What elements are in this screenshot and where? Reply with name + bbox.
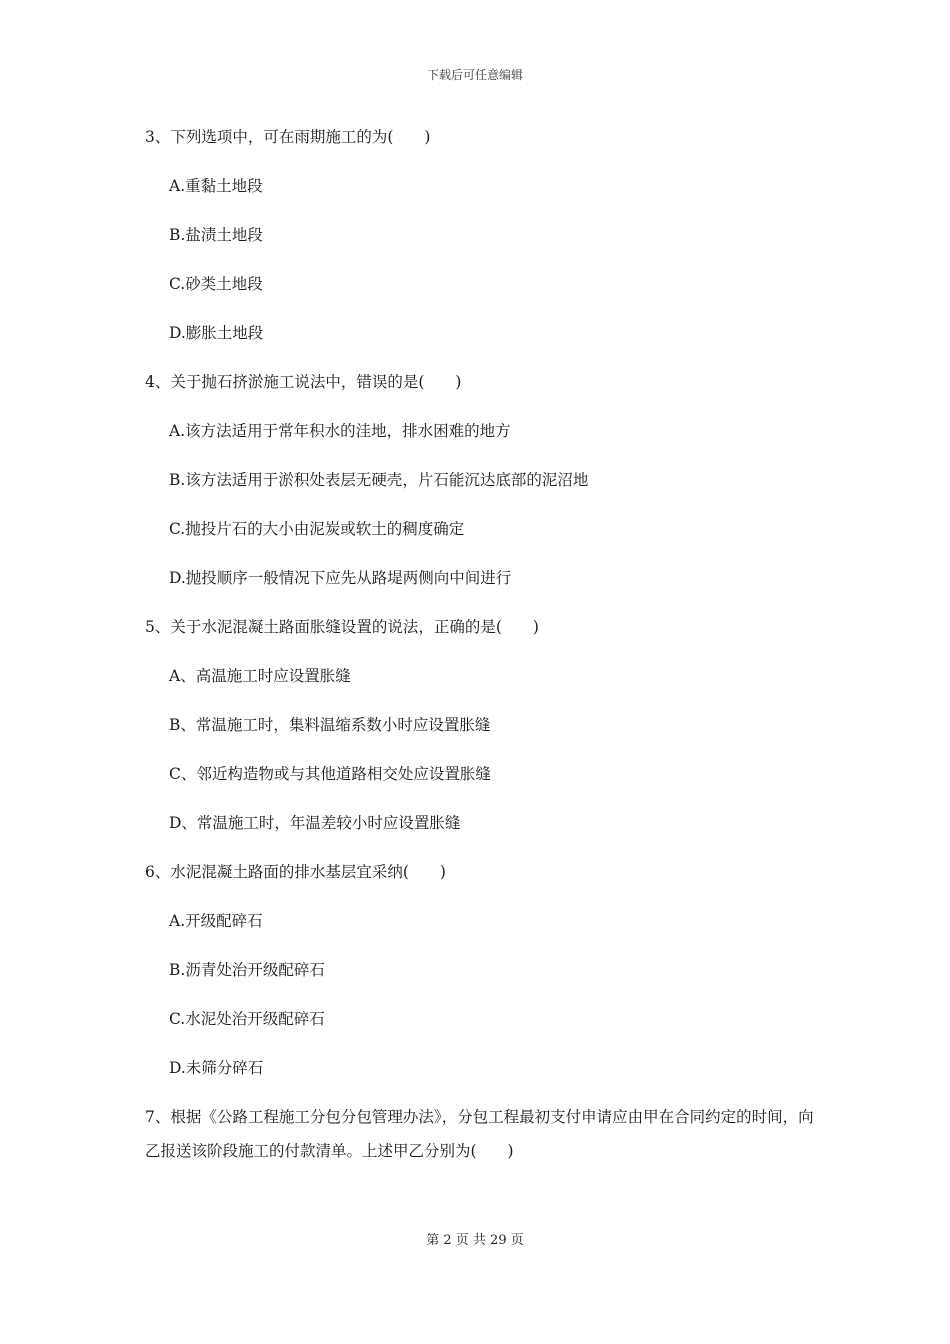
page-footer: 第 2 页 共 29 页 — [426, 1233, 524, 1248]
question-5-option-d: D、常温施工时，年温差较小时应设置胀缝 — [169, 814, 461, 832]
question-3-option-d: D.膨胀土地段 — [169, 324, 264, 342]
question-4-stem: 4、关于抛石挤淤施工说法中，错误的是( ) — [145, 373, 462, 391]
page-header: 下载后可任意编辑 — [426, 68, 523, 82]
question-6-option-c: C.水泥处治开级配碎石 — [169, 1010, 325, 1028]
question-6-stem: 6、水泥混凝土路面的排水基层宜采纳( ) — [145, 863, 446, 881]
question-4-option-a: A.该方法适用于常年积水的洼地，排水困难的地方 — [169, 422, 511, 440]
question-7-stem: 7、根据《公路工程施工分包分包管理办法》，分包工程最初支付申请应由甲在合同约定的时间，向乙报送该阶段施工的付款清单。上述甲乙分别为( ) — [145, 1108, 814, 1160]
question-6-option-d: D.未筛分碎石 — [169, 1059, 264, 1077]
question-5-option-a: A、高温施工时应设置胀缝 — [169, 667, 351, 685]
question-3-option-b: B.盐渍土地段 — [169, 226, 263, 244]
document-body — [145, 125, 815, 1193]
question-3-option-a: A.重黏土地段 — [169, 177, 263, 195]
question-4-option-b: B.该方法适用于淤积处表层无硬壳，片石能沉达底部的泥沼地 — [169, 471, 589, 489]
question-6-option-b: B.沥青处治开级配碎石 — [169, 961, 325, 979]
question-3-option-c: C.砂类土地段 — [169, 275, 263, 293]
question-4-option-c: C.抛投片石的大小由泥炭或软土的稠度确定 — [169, 520, 465, 538]
question-5-option-b: B、常温施工时，集料温缩系数小时应设置胀缝 — [169, 716, 491, 734]
question-5-stem: 5、关于水泥混凝土路面胀缝设置的说法，正确的是( ) — [145, 618, 539, 636]
question-3-stem: 3、下列选项中，可在雨期施工的为( ) — [145, 128, 431, 146]
question-4-option-d: D.抛投顺序一般情况下应先从路堤两侧向中间进行 — [169, 569, 512, 587]
question-5-option-c: C、邻近构造物或与其他道路相交处应设置胀缝 — [169, 765, 491, 783]
question-6-option-a: A.开级配碎石 — [169, 912, 263, 930]
